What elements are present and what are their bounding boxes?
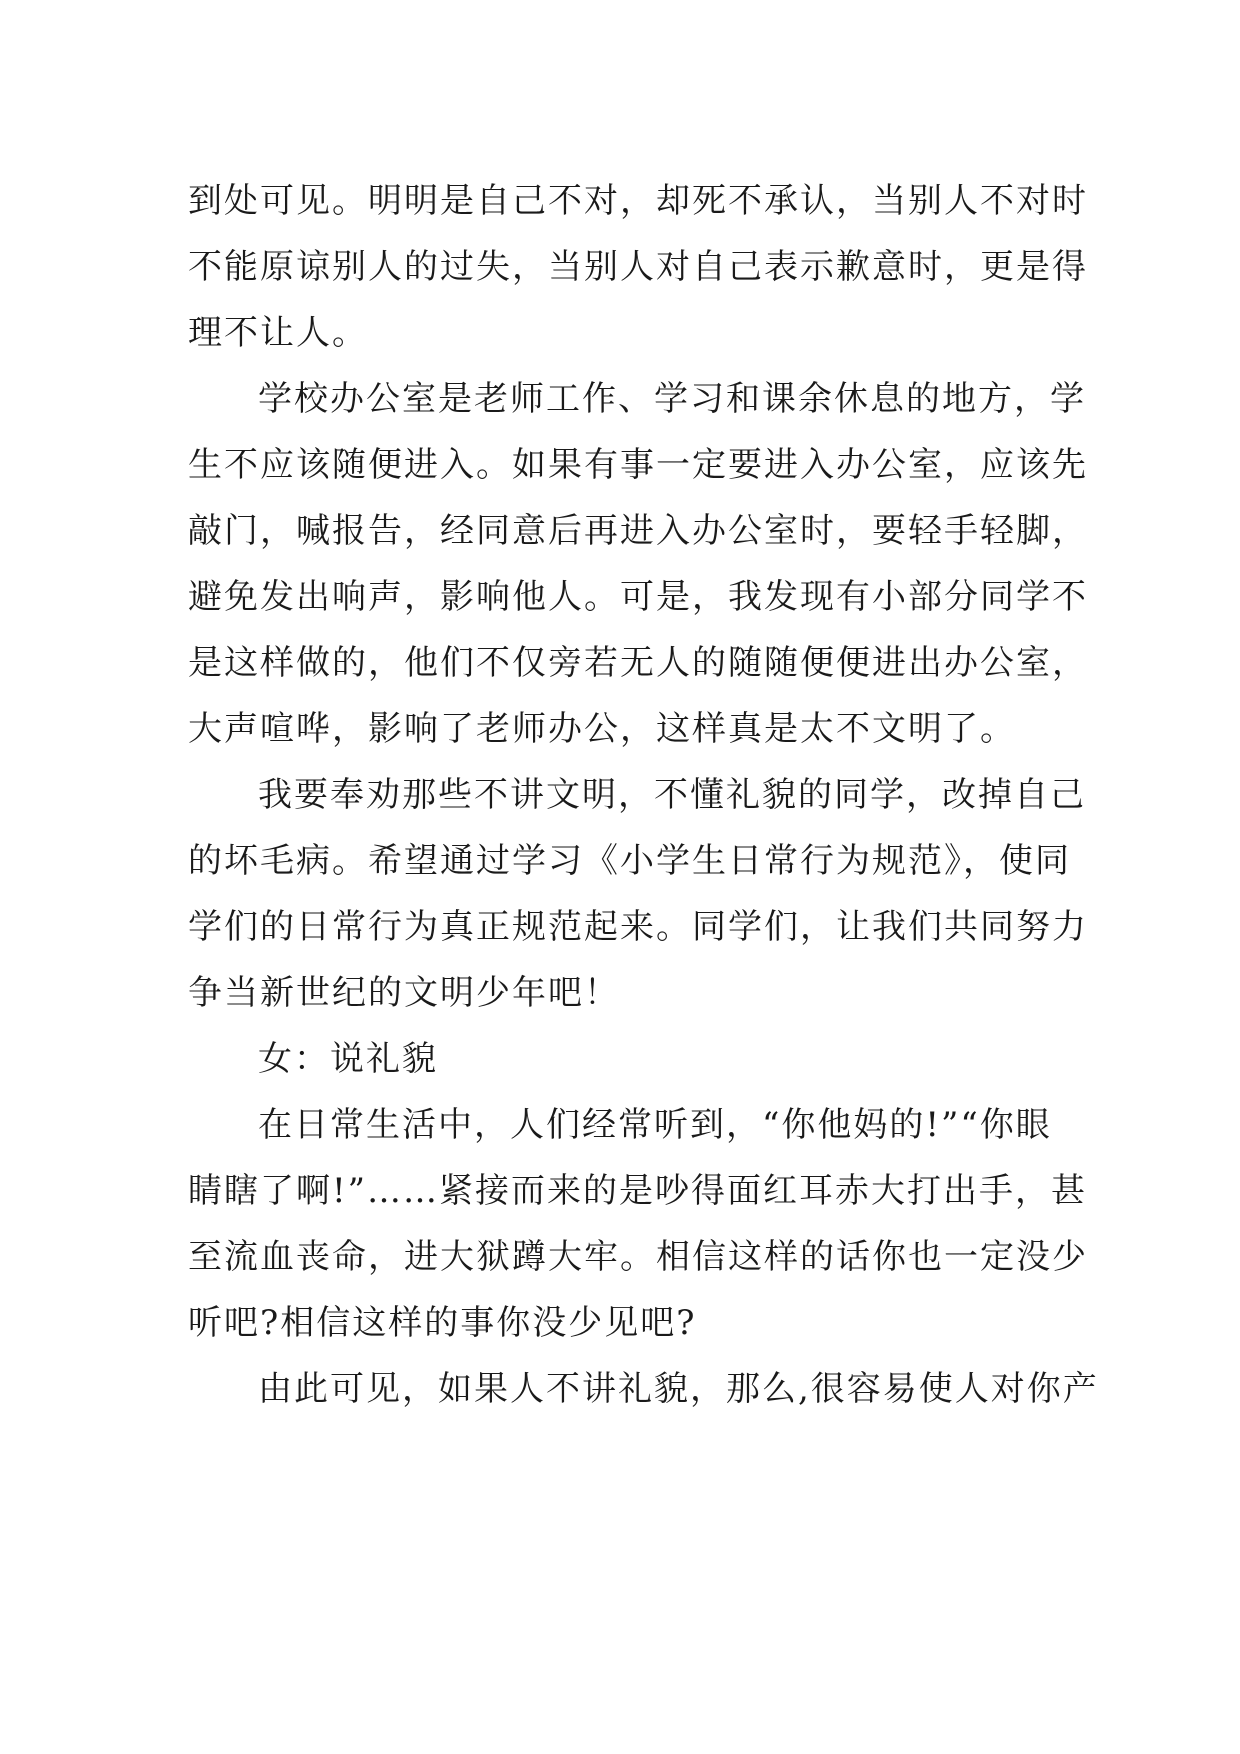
paragraph-start-line: 由此可见，如果人不讲礼貌，那么,很容易使人对你产 xyxy=(258,1369,1099,1409)
text-line: 学们的日常行为真正规范起来。同学们，让我们共同努力 xyxy=(188,907,1088,947)
text-line: 至流血丧命，进大狱蹲大牢。相信这样的话你也一定没少 xyxy=(188,1237,1088,1277)
text-line: 大声喧哗，影响了老师办公，这样真是太不文明了。 xyxy=(188,709,1016,749)
text-line: 睛瞎了啊!”……紧接而来的是吵得面红耳赤大打出手，甚 xyxy=(188,1171,1088,1211)
text-line: 争当新世纪的文明少年吧！ xyxy=(188,973,620,1013)
text-line: 敲门，喊报告，经同意后再进入办公室时，要轻手轻脚， xyxy=(188,511,1088,551)
document-body xyxy=(188,168,1099,1422)
text-line: 到处可见。明明是自己不对，却死不承认，当别人不对时 xyxy=(188,181,1088,221)
paragraph-start-line: 学校办公室是老师工作、学习和课余休息的地方，学 xyxy=(258,379,1086,419)
paragraph-start-line: 在日常生活中，人们经常听到，“你他妈的!”“你眼 xyxy=(258,1105,1052,1145)
paragraph-start-line: 我要奉劝那些不讲文明，不懂礼貌的同学，改掉自己 xyxy=(258,775,1086,815)
text-line: 不能原谅别人的过失，当别人对自己表示歉意时，更是得 xyxy=(188,247,1088,287)
text-line: 理不让人。 xyxy=(188,313,368,353)
text-line: 听吧?相信这样的事你没少见吧? xyxy=(188,1303,697,1343)
text-line: 生不应该随便进入。如果有事一定要进入办公室，应该先 xyxy=(188,445,1088,485)
text-line: 避免发出响声，影响他人。可是，我发现有小部分同学不 xyxy=(188,577,1088,617)
text-line: 的坏毛病。希望通过学习《小学生日常行为规范》，使同 xyxy=(188,841,1071,881)
text-line: 是这样做的，他们不仅旁若无人的随随便便进出办公室， xyxy=(188,643,1088,683)
section-heading: 女：说礼貌 xyxy=(258,1039,438,1079)
